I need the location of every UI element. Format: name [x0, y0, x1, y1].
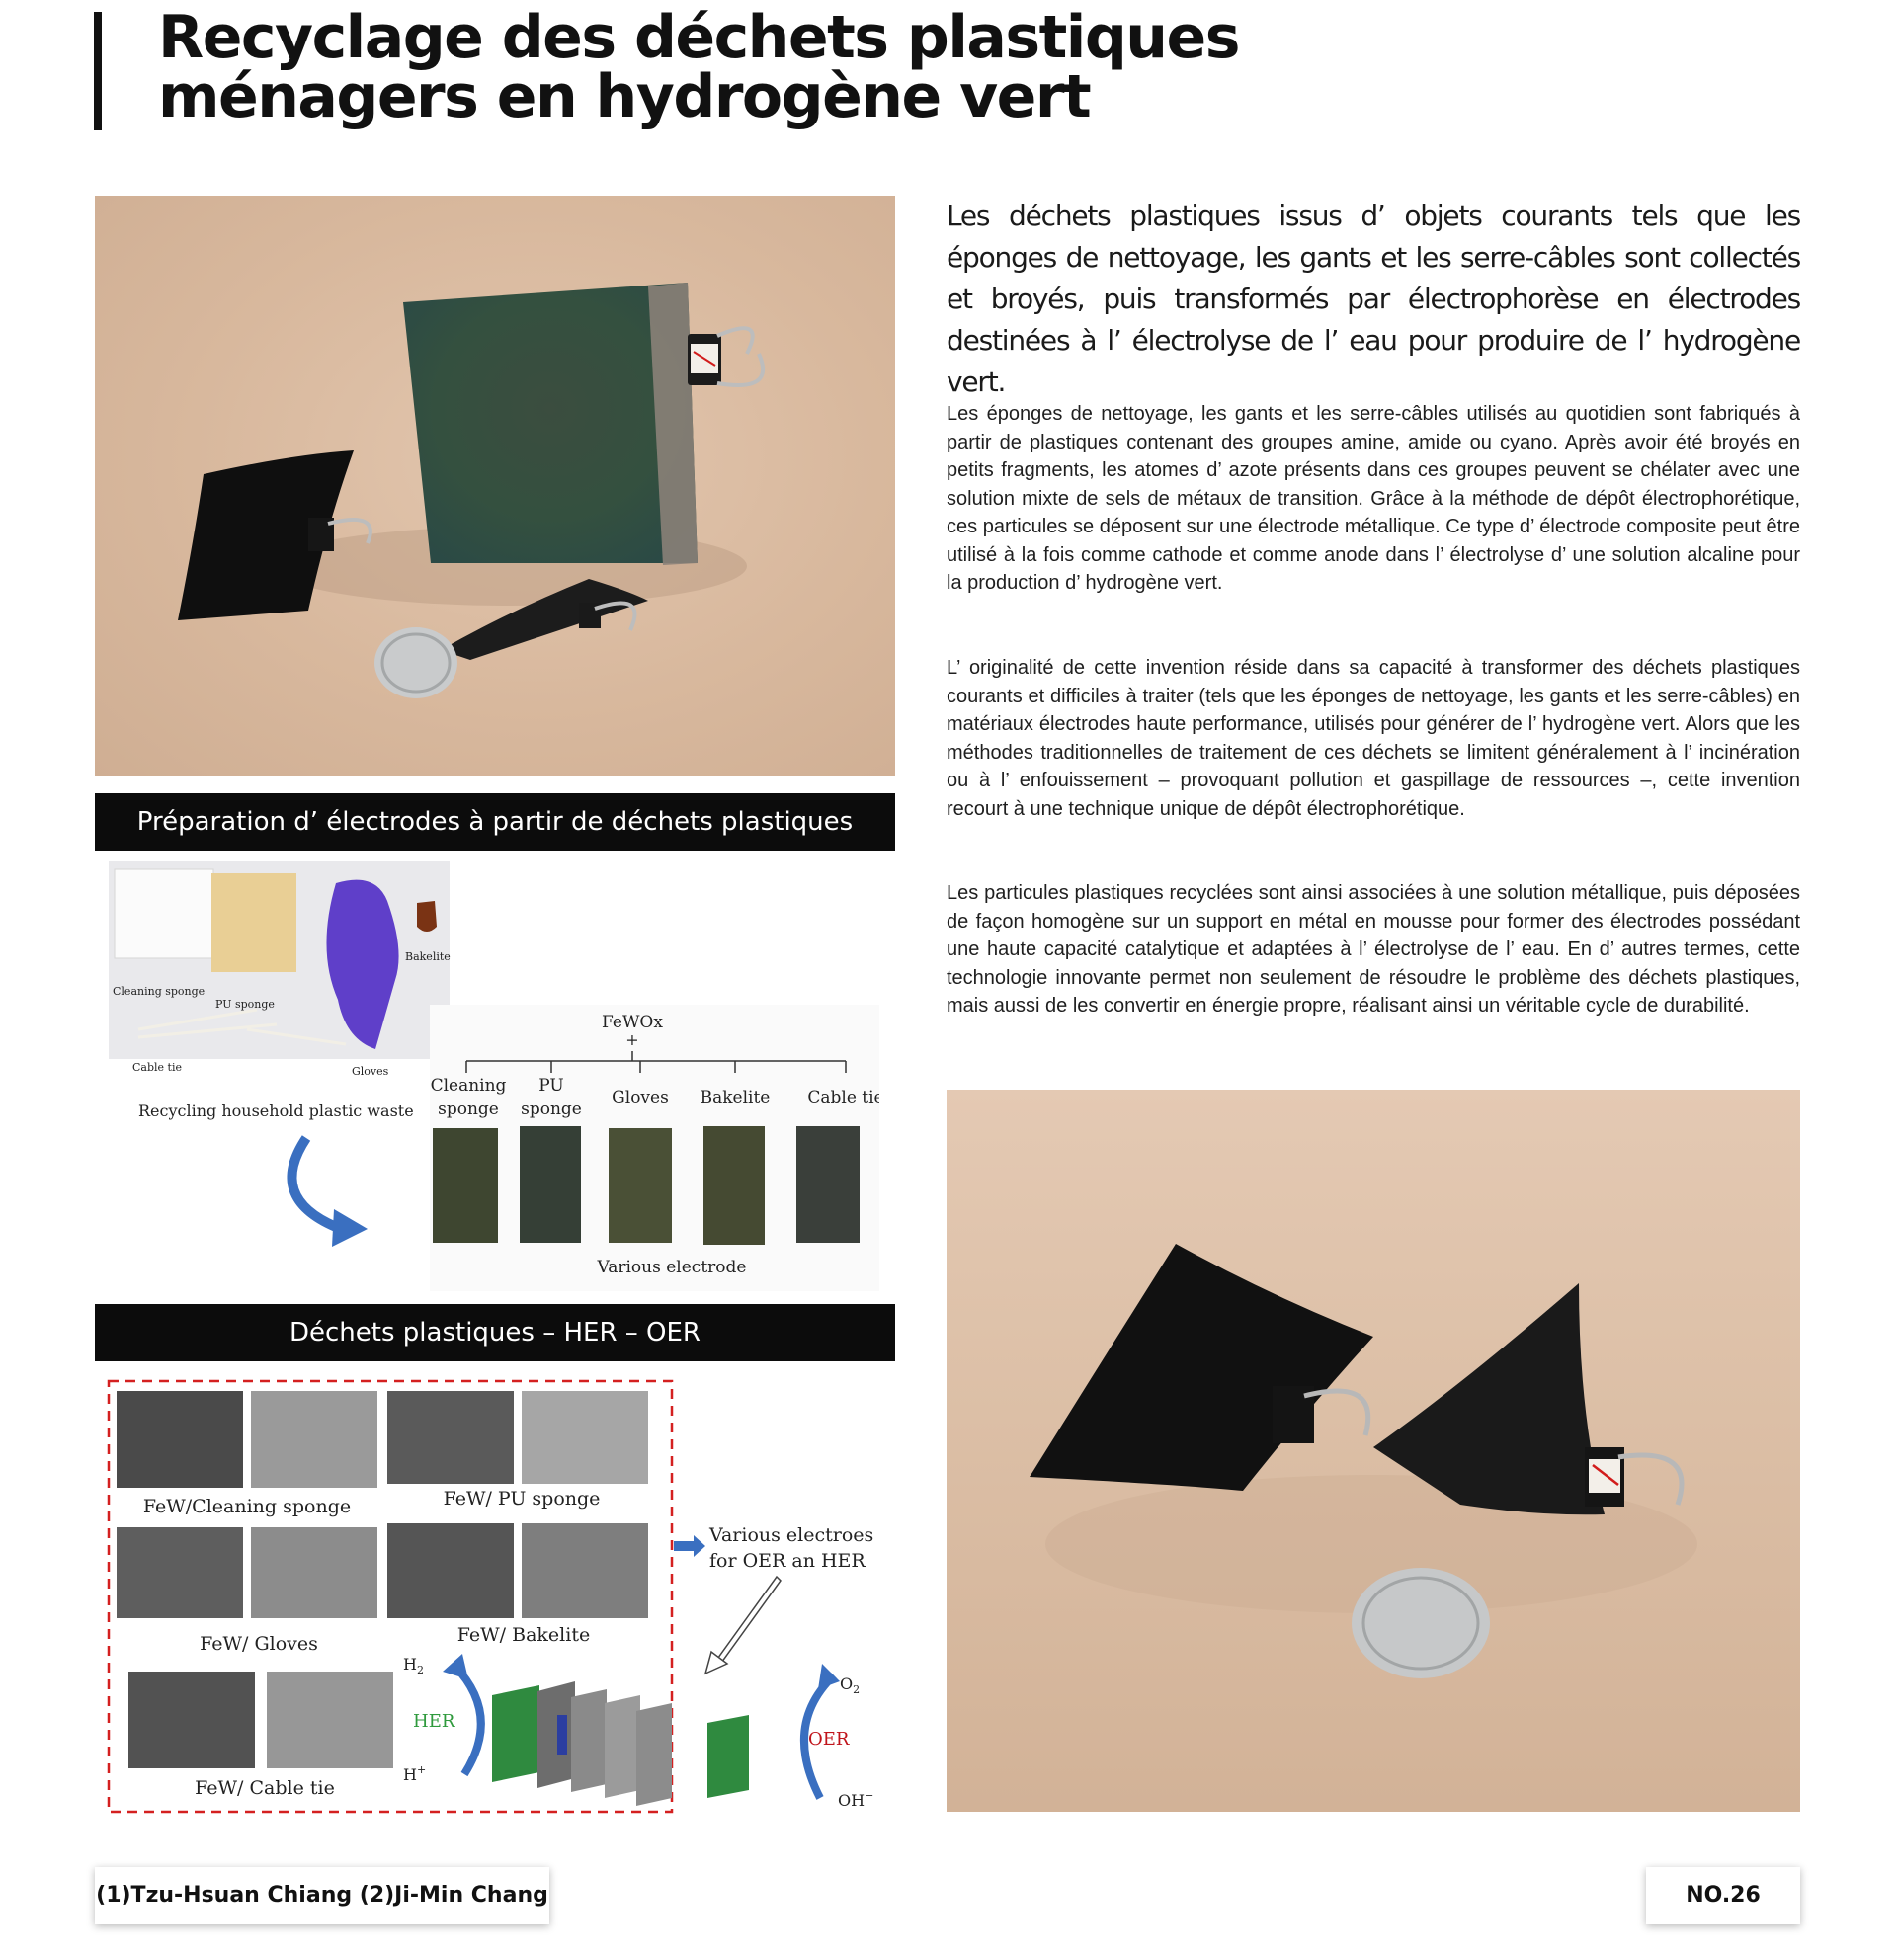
electrolyzer-stack: [492, 1681, 749, 1806]
label-fewox: FeWOx: [602, 1013, 663, 1032]
down-arrow-icon: [715, 1577, 781, 1666]
her-oer-figure: [107, 1379, 887, 1814]
section-header-electrode-preparation: Préparation d’ électrodes à partir de déchets plastiques: [95, 793, 895, 851]
label-for-oer-an-her: for OER an HER: [709, 1550, 866, 1572]
right-arrow-icon: [674, 1535, 705, 1557]
curved-arrow-icon: [291, 1138, 336, 1227]
label-oh-minus: OH−: [838, 1789, 874, 1810]
sem-image: [251, 1391, 377, 1488]
label-various-electroes: Various electroes: [709, 1524, 874, 1546]
electrodes-photo-bottom: [947, 1090, 1800, 1812]
sem-image: [251, 1527, 377, 1618]
label-h-plus: H+: [403, 1763, 427, 1784]
col-label-cleaning-sponge: sponge: [438, 1100, 499, 1119]
body-paragraph-2: L’ originalité de cette invention réside dans sa capacité à transformer des déchets plastiques courants et difficiles à traiter (tels que les éponges de nettoyage, les gants et les serre-câbles) en matériaux électrodes haute performance, utilisés pour générer de l’ hydrogène vert. Alors que les méthodes traditionnelles de traitement de ces déchets se limitent généralement à l’ incinération ou à l’ enfouissement – provoquant pollution et gaspillage de ressources –, cette invention recourt à une technique unique de dépôt électrophorétique.: [947, 657, 1800, 820]
sem-image: [522, 1391, 648, 1484]
col-label-bakelite: Bakelite: [700, 1088, 771, 1107]
electrode-sample: [703, 1126, 765, 1245]
label-few-cable-tie: FeW/ Cable tie: [195, 1777, 335, 1799]
page-title: [158, 3, 1245, 131]
electrode-preparation-figure: [109, 861, 879, 1296]
col-label-cleaning: Cleaning: [430, 1076, 507, 1096]
label-few-gloves: FeW/ Gloves: [200, 1633, 318, 1655]
electrodes-photo-bottom-illustration: [947, 1090, 1800, 1812]
project-number-badge: NO.26: [1646, 1867, 1800, 1924]
electrode-preparation-diagram: [109, 861, 879, 1296]
label-gloves: Gloves: [352, 1065, 389, 1078]
electrode-sample: [609, 1128, 672, 1243]
sem-image: [387, 1391, 514, 1484]
label-few-pu-sponge: FeW/ PU sponge: [443, 1488, 601, 1510]
authors-badge: (1)Tzu-Hsuan Chiang (2)Ji-Min Chang: [95, 1867, 549, 1924]
sem-image: [387, 1523, 514, 1618]
her-oer-diagram: [107, 1379, 887, 1814]
electrode-sample: [796, 1126, 860, 1243]
col-label-gloves: Gloves: [612, 1088, 669, 1107]
electrodes-photo-top: [95, 196, 895, 776]
col-label-cable-tie: Cable tie: [807, 1088, 879, 1107]
label-bakelite: Bakelite: [405, 950, 451, 963]
label-recycling-household-waste: Recycling household plastic waste: [138, 1102, 414, 1120]
title-accent-bar: [94, 12, 102, 130]
label-her: HER: [413, 1711, 455, 1732]
label-h2: $H_2$: [403, 1655, 424, 1676]
label-o2: $O_2$: [840, 1674, 861, 1696]
her-curved-arrow-icon: [454, 1666, 481, 1774]
sem-image: [522, 1523, 648, 1618]
col-label-pu-sponge: sponge: [521, 1100, 582, 1119]
sem-image: [128, 1672, 255, 1768]
label-oer: OER: [808, 1729, 850, 1750]
sem-image: [267, 1672, 393, 1768]
section-header-her-oer: Déchets plastiques – HER – OER: [95, 1304, 895, 1361]
electrode-sample: [433, 1128, 498, 1243]
body-paragraph-3: Les particules plastiques recyclées sont ainsi associées à une solution métallique, puis déposées de façon homogène sur un support en métal en mousse pour former des électrodes possédant une haute capacité catalytique et adaptées à l’ électrolyse de l’ eau. En d’ autres termes, cette technologie innovante permet non seulement de résoudre le problème des déchets plastiques, mais aussi de les convertir en énergie propre, réalisant ainsi un véritable cycle de durabilité.: [947, 882, 1800, 1017]
sem-image: [117, 1527, 243, 1618]
sem-image: [117, 1391, 243, 1488]
label-various-electrode: Various electrode: [597, 1258, 747, 1277]
electrode-sample: [520, 1126, 581, 1243]
label-plus: +: [625, 1030, 639, 1049]
label-pu-sponge: PU sponge: [215, 998, 275, 1011]
label-few-bakelite: FeW/ Bakelite: [456, 1624, 591, 1646]
page-title-line-1: Recyclage des déchets plastiques: [158, 3, 1239, 72]
page-title-line-2: ménagers en hydrogène vert: [158, 62, 1091, 131]
body-paragraph-1: Les éponges de nettoyage, les gants et les serre-câbles utilisés au quotidien sont fabriqués à partir de plastiques contenant des groupes amine, amide ou cyano. Après avoir été broyés en petits fragments, les atomes d’ azote présents dans ces groupes peuvent se chélater avec une solution mixte de sels de métaux de transition. Grâce à la méthode de dépôt électrophorétique, ces particules se déposent sur une électrode métallique. Ce type d’ électrode composite peut être utilisé à la fois comme cathode et comme anode dans l’ électrolyse d’ une solution alcaline pour la production d’ hydrogène vert.: [947, 403, 1800, 594]
label-cable-tie: Cable tie: [132, 1061, 182, 1074]
lead-paragraph: Les déchets plastiques issus d’ objets courants tels que les éponges de nettoyage, les gants et les serre-câbles sont collectés et broyés, puis transformés par électrophorèse en électrodes destinées à l’ électrolyse de l’ eau pour produire de l’ hydrogène vert.: [947, 200, 1800, 398]
col-label-pu: PU: [538, 1076, 564, 1096]
label-few-cleaning-sponge: FeW/Cleaning sponge: [142, 1496, 352, 1517]
label-cleaning-sponge: Cleaning sponge: [113, 985, 206, 998]
electrodes-photo-top-illustration: [95, 196, 895, 776]
